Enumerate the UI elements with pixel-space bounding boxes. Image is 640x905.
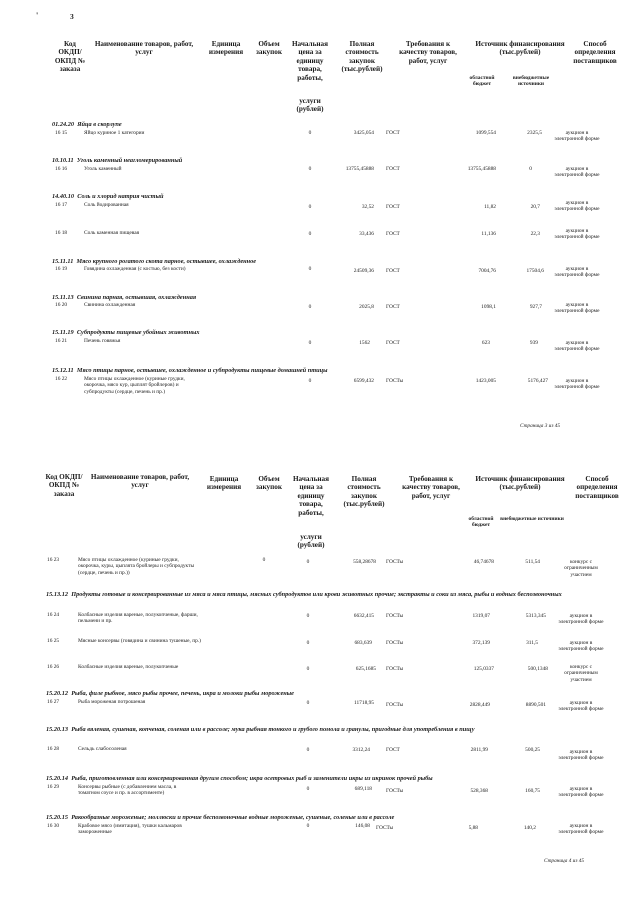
- section-code: 15.13.12: [46, 591, 69, 598]
- item-name: Мясные консервы (говядина и свинина тушеные, пр.): [78, 638, 201, 644]
- order-number: 16 26: [47, 664, 60, 670]
- procurement-method: аукцион в электронной форме: [558, 640, 604, 653]
- header-source-regional: областной бюджет: [469, 75, 495, 88]
- requirement: ГОСТы: [386, 640, 404, 646]
- requirement: ГОСТы: [386, 559, 404, 565]
- section-code: 15.11.19: [52, 329, 74, 336]
- section-title: Яйца в скорлупе: [77, 121, 122, 128]
- start-price: 0: [306, 747, 310, 753]
- start-price: 0: [308, 231, 312, 237]
- item-name: Консервы рыбные (с добавлением масла, в томатном соусе и пр. в ассортименте): [78, 784, 177, 797]
- section-title: Свинина парная, остывшая, охлажденная: [76, 294, 197, 301]
- total-cost: 11718,95: [353, 700, 374, 706]
- header-name: Наименование товаров, работ, услуг: [94, 40, 194, 57]
- section-code: 15.12.11: [52, 367, 74, 374]
- start-price: 0: [306, 640, 310, 646]
- section-code: 10.10.11: [52, 157, 74, 164]
- header-unit: Единица измерения: [206, 475, 242, 492]
- item-name: Соль йодированная: [84, 202, 129, 208]
- scan-mark-2: З: [70, 13, 74, 21]
- section-heading: [52, 367, 328, 374]
- extra-budget: 5176,427: [527, 378, 548, 384]
- total-cost: 33,436: [359, 231, 374, 237]
- extra-budget: 511,54: [525, 559, 540, 565]
- header-code: Код ОКДП/ ОКПД № заказа: [45, 473, 83, 498]
- section-heading: [52, 157, 182, 164]
- extra-budget: 20,7: [530, 204, 540, 210]
- extra-budget: 939: [529, 340, 538, 346]
- order-number: 16 19: [55, 266, 68, 272]
- regional-budget: 528,368: [470, 788, 488, 794]
- header-total: Полная стоимость закупок (тыс.рублей): [341, 40, 383, 74]
- section-heading: [52, 193, 163, 200]
- procurement-method: конкурс с ограниченным участием: [564, 559, 598, 578]
- extra-budget: 140,2: [523, 825, 536, 831]
- procurement-method: аукцион в электронной форме: [554, 302, 600, 315]
- item-name: Мясо птицы охлажденное (куриные грудки, окорочка, куры, цыплята бройлеры и субпродукты (сердце, печень и пр.)): [78, 557, 195, 576]
- total-cost: 2025,8: [359, 304, 374, 310]
- header-volume: Объем закупок: [256, 40, 282, 57]
- requirement: ГОСТы: [386, 378, 404, 384]
- order-number: 16 22: [55, 376, 68, 382]
- order-number: 16 28: [47, 746, 60, 752]
- start-price: 0: [306, 823, 310, 829]
- item-name: Уголь каменный: [84, 166, 122, 172]
- header-start-price: Начальная цена за единицу товара, работы,: [292, 475, 330, 517]
- regional-budget: 1319,07: [472, 613, 490, 619]
- total-cost: 3312,24: [352, 747, 370, 753]
- start-price: 0: [306, 666, 310, 672]
- header-source-regional: областной бюджет: [468, 516, 494, 529]
- order-number: 16 25: [47, 638, 60, 644]
- requirement: ГОСТы: [386, 788, 404, 794]
- section-heading: [52, 258, 256, 265]
- regional-budget: 7004,76: [478, 268, 496, 274]
- section-title: Субпродукты пищевые убойных животных: [76, 329, 200, 336]
- start-price: 0: [306, 786, 310, 792]
- header-services: услуги (рублей): [296, 97, 324, 114]
- header-volume: Объем закупок: [256, 475, 282, 492]
- total-cost: 146,08: [355, 823, 370, 829]
- regional-budget: 1423,005: [475, 378, 496, 384]
- procurement-method: аукцион в электронной форме: [554, 200, 600, 213]
- extra-budget: 927,7: [529, 304, 542, 310]
- item-name: Колбасные изделия вареные, полукопченые, фарши, пельмени и пр.: [78, 612, 198, 625]
- order-number: 16 29: [47, 784, 60, 790]
- total-cost: 6632,415: [353, 613, 374, 619]
- total-cost: 6599,432: [353, 378, 374, 384]
- header-code: Код ОКДП/ ОКПД № заказа: [54, 40, 86, 74]
- start-price: 0: [306, 559, 310, 565]
- item-name: Соль каменная пищевая: [84, 230, 140, 236]
- section-code: 15.11.11: [52, 258, 74, 265]
- start-price: 0: [306, 613, 310, 619]
- start-price: 0: [308, 204, 312, 210]
- start-price: 0: [308, 166, 312, 172]
- requirement: ГОСТ: [386, 268, 400, 274]
- requirement: ГОСТ: [386, 204, 400, 210]
- section-code: 15.20.15: [46, 814, 69, 821]
- item-name: Говядина охлажденная (с костью, без кости): [84, 266, 186, 272]
- section-heading: [46, 775, 606, 782]
- header-unit: Единица измерения: [208, 40, 244, 57]
- section-code: 15.20.14: [46, 775, 69, 782]
- procurement-method: аукцион в электронной форме: [554, 228, 600, 241]
- start-price: 0: [308, 266, 312, 272]
- total-cost: 689,118: [354, 786, 372, 792]
- section-code: 15.20.13: [46, 726, 69, 733]
- order-number: 16 21: [55, 338, 68, 344]
- section-heading: [46, 814, 606, 821]
- total-cost: 3425,054: [353, 130, 374, 136]
- extra-budget: 5313,345: [525, 613, 546, 619]
- start-price: 0: [306, 700, 310, 706]
- section-title: Мясо птицы парное, остывшее, охлажденное и субпродукты пищевые домашней птицы: [76, 367, 328, 374]
- procurement-method: аукцион в электронной форме: [554, 166, 600, 179]
- section-heading: [52, 329, 199, 336]
- regional-budget: 2828,449: [469, 702, 490, 708]
- order-number: 16 23: [47, 557, 60, 563]
- section-heading: [46, 726, 606, 734]
- section-heading: [46, 690, 294, 697]
- extra-budget: 311,5: [526, 640, 538, 646]
- procurement-method: конкурс с ограниченным участием: [564, 664, 598, 683]
- section-code: 14.40.10: [52, 193, 75, 200]
- total-cost: 1562: [359, 340, 370, 346]
- header-method: Способ определения поставщиков: [575, 475, 619, 500]
- order-number: 16 30: [47, 823, 60, 829]
- requirement: ГОСТы: [376, 825, 394, 831]
- requirement: ГОСТы: [386, 666, 404, 672]
- regional-budget: 2811,99: [470, 747, 488, 753]
- procurement-method: аукцион в электронной форме: [554, 130, 600, 143]
- header-source-extra: внебюджетные источники: [500, 516, 564, 522]
- requirement: ГОСТы: [386, 613, 404, 619]
- procurement-method: аукцион в электронной форме: [558, 613, 604, 626]
- requirement: ГОСТ: [386, 747, 400, 753]
- item-name: Мясо птицы охлажденное (куриные грудки, окорочка, мясо кур, цыплят бройлеров) и субпродукты (сердце, печень и пр.): [84, 376, 185, 395]
- section-heading: [46, 591, 606, 599]
- regional-budget: 1098,1: [481, 304, 496, 310]
- regional-budget: 1099,554: [475, 130, 496, 136]
- start-price: 0: [308, 340, 312, 346]
- header-name: Наименование товаров, работ, услуг: [90, 473, 190, 490]
- section-title: Соль и хлорид натрия чистый: [77, 193, 164, 200]
- procurement-method: аукцион в электронной форме: [558, 749, 604, 762]
- procurement-method: аукцион в электронной форме: [558, 700, 604, 713]
- page2-footer: Страница 4 из 45: [544, 858, 585, 864]
- procurement-method: аукцион в электронной форме: [554, 266, 600, 279]
- header-source-extra: внебюджетные источники: [512, 75, 550, 88]
- section-title: Мясо крупного рогатого скота парное, остывшее, охлажденное: [76, 258, 257, 265]
- section-title: Уголь каменный неагломерированный: [76, 157, 183, 164]
- order-number: 16 18: [55, 230, 68, 236]
- section-title: Рыба вяленая, сушеная, копченая, соленая или в рассоле; мука рыбная тонкого и грубого помола и гранулы, пригодные для употребления в пищу: [71, 726, 475, 733]
- volume: 0: [262, 557, 266, 563]
- order-number: 16 17: [55, 202, 68, 208]
- section-heading: [52, 294, 196, 301]
- requirement: ГОСТ: [386, 340, 400, 346]
- item-name: Яйцо куриное 1 категории: [84, 130, 145, 136]
- extra-budget: 500,25: [525, 747, 540, 753]
- header-start-price: Начальная цена за единицу товара, работы,: [291, 40, 329, 82]
- section-title: Ракообразные мороженые; моллюски и прочие беспозвоночные водные мороженые, сушеные, соленые или в рассоле: [71, 814, 395, 821]
- item-name: Сельдь слабосоленая: [78, 746, 127, 752]
- extra-budget: 8890,501: [525, 702, 546, 708]
- extra-budget: 500,1348: [527, 666, 548, 672]
- total-cost: 32,52: [361, 204, 374, 210]
- requirement: ГОСТ: [386, 304, 400, 310]
- page1-footer: Страница 3 из 45: [520, 423, 561, 429]
- requirement: ГОСТ: [386, 231, 400, 237]
- procurement-method: аукцион в электронной форме: [558, 786, 604, 799]
- section-title: Рыба, филе рыбное, мясо рыбы прочее, печень, икра и молоки рыбы мороженые: [71, 690, 294, 697]
- regional-budget: 125,0337: [473, 666, 494, 672]
- section-heading: [52, 121, 122, 128]
- section-code: 15.11.13: [52, 294, 74, 301]
- regional-budget: 13755,45888: [467, 166, 496, 172]
- regional-budget: 11,82: [484, 204, 496, 210]
- requirement: ГОСТ: [386, 166, 400, 172]
- extra-budget: 0: [529, 166, 532, 172]
- extra-budget: 160,75: [525, 788, 540, 794]
- requirement: ГОСТы: [386, 702, 404, 708]
- section-code: 01.24.20: [52, 121, 75, 128]
- header-total: Полная стоимость закупок (тыс.рублей): [343, 475, 385, 509]
- regional-budget: 5,88: [468, 825, 478, 831]
- scan-mark-1: ': [36, 11, 39, 20]
- total-cost: 558,28678: [353, 559, 376, 565]
- regional-budget: 11,136: [481, 231, 496, 237]
- extra-budget: 22,3: [530, 231, 540, 237]
- header-services: услуги (рублей): [297, 533, 325, 550]
- regional-budget: 623: [481, 340, 490, 346]
- procurement-method: аукцион в электронной форме: [554, 378, 600, 391]
- requirement: ГОСТ: [386, 130, 400, 136]
- item-name: Свинина охлажденная: [84, 302, 136, 308]
- section-code: 15.20.12: [46, 690, 69, 697]
- extra-budget: 17504,6: [526, 268, 544, 274]
- total-cost: 13755,45888: [345, 166, 374, 172]
- section-title: Продукты готовые и консервированные из мяса и мяса птицы, мясных субпродуктов или крови животных прочие; экстракты и соки из мяса, рыбы и водных беспозвоночных: [71, 591, 562, 598]
- total-cost: 24509,36: [353, 268, 374, 274]
- total-cost: 683,639: [354, 640, 372, 646]
- item-name: Колбасные изделия вареные, полукопченые: [78, 664, 179, 670]
- item-name: Печень говяжья: [84, 338, 121, 344]
- order-number: 16 15: [55, 130, 68, 136]
- regional-budget: 372,139: [472, 640, 490, 646]
- header-source: Источник финансирования (тыс.рублей): [475, 475, 565, 492]
- start-price: 0: [308, 378, 312, 384]
- total-cost: 625,1685: [355, 666, 376, 672]
- section-title: Рыба, приготовленная или консервированная другим способом; икра осетровых рыб и заменители икры из икринок прочей рыбы: [71, 775, 433, 782]
- start-price: 0: [308, 130, 312, 136]
- order-number: 16 16: [55, 166, 68, 172]
- order-number: 16 24: [47, 612, 60, 618]
- order-number: 16 20: [55, 302, 68, 308]
- header-method: Способ определения поставщиков: [573, 40, 617, 65]
- procurement-method: аукцион в электронной форме: [558, 823, 604, 836]
- regional-budget: 46,74678: [473, 559, 494, 565]
- header-requirements: Требования к качеству товаров, работ, услуг: [399, 40, 457, 65]
- header-source: Источник финансирования (тыс.рублей): [475, 40, 565, 57]
- order-number: 16 27: [47, 699, 60, 705]
- procurement-method: аукцион в электронной форме: [554, 340, 600, 353]
- item-name: Крабовое мясо (имитация), тушки кальмаров замороженные: [78, 823, 182, 836]
- header-requirements: Требования к качеству товаров, работ, услуг: [402, 475, 460, 500]
- item-name: Рыба мороженая потрошеная: [78, 699, 146, 705]
- start-price: 0: [308, 304, 312, 310]
- extra-budget: 2325,5: [527, 130, 542, 136]
